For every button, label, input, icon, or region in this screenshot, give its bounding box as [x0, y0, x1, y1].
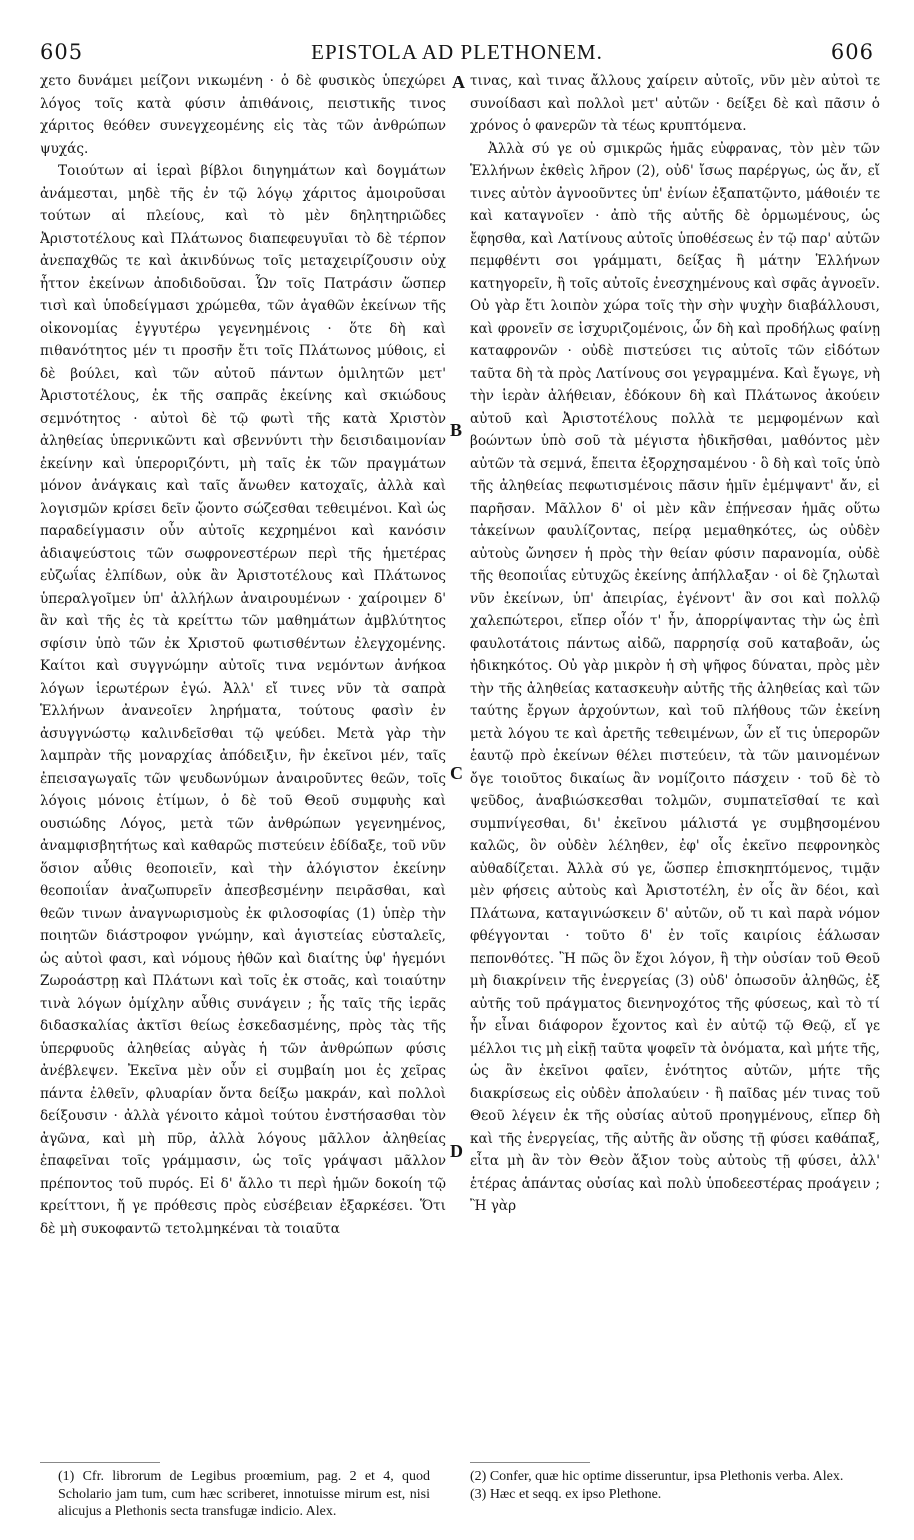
footnotes-right [470, 1468, 880, 1503]
margin-marker-b: B [450, 420, 463, 440]
footnote-rule-left [40, 1462, 160, 1463]
left-column [40, 70, 446, 1440]
right-column [470, 70, 880, 1440]
right-paragraph-1: τινας, καὶ τινας ἄλλους χαίρειν αὐτοῖς, νῦν μὲν αὐτοὶ τε συνοίδασι καὶ πολλοὶ μετ' αὐτῶν · δείξει δὲ καὶ πᾶσιν ὁ χρόνος ὁ φανερῶν τὰ τέως κρυπτόμενα. [470, 73, 880, 134]
footnote-rule-right [470, 1462, 590, 1463]
left-paragraph-1: χετο δυνάμει μείζονι νικωμένη · ὁ δὲ φυσικὸς ὑπεχώρει λόγος τοῖς κατὰ φύσιν ἀπιθάνοις, πειστικῆς τινος χάριτος θεόθεν συνεγχεομένης εἰς τὰς τῶν ἀνθρώπων ψυχάς. [40, 73, 446, 157]
margin-marker-d: D [450, 1141, 463, 1161]
margin-marker-a: A [452, 72, 465, 92]
footnote-2: (2) Confer, quæ hic optime disseruntur, ipsa Plethonis verba. Alex. [470, 1469, 844, 1484]
page-number-left: 605 [40, 40, 84, 64]
footnote-3: (3) Hæc et seqq. ex ipso Plethone. [470, 1486, 662, 1502]
running-header [40, 40, 874, 64]
right-paragraph-2: Ἀλλὰ σύ γε οὐ σμικρῶς ἡμᾶς εὐφρανας, τὸν μὲν τῶν Ἑλλήνων ἐκθεὶς λῆρον (2), οὐδ' ἴσως παρέργως, ὡς ἄν, εἴ τινες αὐτὸν ἀγνοοῦντες ὑπ' ἐνίων ἐξαπατῷντο, μάθοιέν τε καὶ καταγνοῖεν · ἀπὸ τῆς αὐτῆς δὲ ὁρμωμένους, ὡς ἔφησθα, καὶ Λατίνους αὐτοῖς ὑποθέσεως ἐν τῷ παρ' αὐτῶν πεμφθέντι σοι γράμματι, δείξας ἢ μάτην Ἑλλήνων κατηγορεῖν, ἢ τοῖς αὐτοῖς ἐνεσχημένους καὶ σφᾶς ἀγνοεῖν. Οὐ γὰρ ἔτι λοιπὸν χώρα τοῖς τὴν σὴν ψυχὴν διαβάλλουσι, καὶ φρονεῖν σε ἰσχυριζομένοις, ὧν δὴ καὶ προδήλως φαίνῃ καταφρονῶν · οὐδὲ πιστεύσει τις αὐτοῖς τῶν εἰδότων ταῦτα δὴ τὰ πρὸς Λατίνους σοι γεγραμμένα. Καὶ ἔγωγε, νὴ τὴν ἱερὰν ἀλήθειαν, ἐδόκουν δὴ καὶ Πλάτωνος ἀκούειν αὐτοῦ καὶ Ἀριστοτέλους πολλὰ τε μεμφομένων καὶ βοώντων ὑπὸ σοῦ τὰ μέγιστα ἠδικῆσθαι, μαθόντος μὲν αὐτῶν τὰ σεμνά, ἔπειτα ἐξορχησαμένου · ὃ δὴ καὶ τοῖς ὑπὸ τῆς ἀληθείας πεφωτισμένοις πᾶσιν ἡμῖν ἐμέμψαντ' ἄν, εἰ παρῆσαν. Μᾶλλον δ' οἱ μὲν κἂν ἐπῄνεσαν ἡμᾶς οὕτω τἀκείνων φαυλίζοντας, πείρᾳ μεμαθηκότες, ὡς οὐδὲν αὐτοὺς ὤνησεν ἡ πρὸς τὴν θείαν φύσιν παρανομία, οὐδὲ τῆς θεοποιΐας εὐτυχῶς ἐκείνης ἀπήλλαξαν · οἱ δὲ ζηλωταὶ νῦν ἐκείνων, ὑπ' ἀπειρίας, ἐγένοντ' ἂν σοι καὶ πολλῷ χαλεπώτεροι, εἴπερ οἷόν τ' ἦν, ἀπορρίψαντας τὴν ὡς ἐπὶ φαυλοτάτοις πάντως αἰδῶ, παρρησίᾳ σοῦ καταβοᾶν, ὡς ἠδικηκότος. Οὐ γὰρ μικρὸν ἡ σὴ ψῆφος δύναται, πρὸς μὲν τὴν τῆς ἀληθείας κατασκευὴν αὐτῆς τῆς ἀληθείας καὶ τῶν ταύτης ἔργων ἀρχούντων, καὶ τοῦ πλήθους τῶν ἐκείνη μετὰ λόγου τε καὶ ἀρετῆς τεθειμένων, ὧν εἴ τις ὑπερορῶν ἑαυτῷ πρὸ ἐκείνων θέλει πιστεύειν, τὰ τῶν μαινομένων ὄγε τοιοῦτος δικαίως ἂν νομίζοιτο πάσχειν · τοῦ δὲ τὸ ψεῦδος, ἀναβιώσκεσθαι τολμῶν, συμπατεῖσθαί τε καὶ συμπνίγεσθαι, δι' ἐκεῖνου μάλιστά γε συμβησομένου καλῶς, ὃν οὐδὲν λέληθεν, ἐφ' οἷς ἐκεῖνο πεφρονηκὸς αὐθαδίζεται. Ἀλλὰ σύ γε, ὥσπερ ἐπισκηπτόμενος, τιμᾷν μὲν φήσεις αὐτοὺς καὶ Ἀριστοτέλη, ἐν οἷς ἂν δέοι, καὶ Πλάτωνα, καταγινώσκειν δ' αὐτῶν, οὔ τι καὶ παρὰ νόμον φθέγγονται · τοῦτο δ' ἐν τοῖς καιρίοις ἑάλωσαν πεπονθότες. Ἢ πῶς ὃν ἔχοι λόγον, ἢ τὴν οὐσίαν τοῦ Θεοῦ μὴ διακρίνειν τῆς ἐνεργείας (3) οὐδ' ὁπωσοῦν ἀληθῶς, ἐξ αὐτῆς τοῦ πράγματος διενηνοχότος τῆς φύσεως, καὶ τὸ τί ἦν εἶναι διάφορον ἔχοντος καὶ ἐν αὐτῷ τῷ Θεῷ, εἴ γε μέλλοι τις μὴ εἰκῇ ταῦτα ψοφεῖν τὰ ὀνόματα, καὶ μήτε τῆς, ὡς ἂν ἐκεῖνοι φαῖεν, ἑνότητος αὐτῶν, μήτε τῆς διακρίσεως εἰς οὐδὲν ἀπολαύειν · ἢ παῖδας μέν τινας τοῦ Θεοῦ λέγειν ἐκ τῆς οὐσίας αὐτοῦ προηγμένους, εἴπερ δὴ καὶ τῆς ἐνεργείας, τῆς αὐτῆς ἂν οὔσης τῇ φύσει καθάπαξ, εἶτα μὴ ἂν τὸν Θεὸν ἄξιον τοὺς αὐτοὺς τῇ φύσει, ἀλλ' ἑτέρας ἁπάντας οὐσίας καὶ πολὺ ὑποδεεστέρας προάγειν ; Ἢ γὰρ [470, 140, 880, 1214]
running-title: EPISTOLA AD PLETHONEM. [311, 40, 603, 64]
footnote-left: (1) Cfr. librorum de Legibus proœmium, pag. 2 et 4, quod Scholario jam tum, cum hæc scriberet, innotuisse mirum est, nisi alicujus a Plethonis secta transfugæ indicio. Alex. [58, 1469, 430, 1519]
margin-marker-c: C [450, 763, 463, 783]
page-number-right: 606 [830, 40, 874, 64]
left-paragraph-2: Τοιούτων αἱ ἱεραὶ βίβλοι διηγημάτων καὶ δογμάτων ἀνάμεσται, μηδὲ τῆς ἐν τῷ λόγῳ χάριτος ἀμοιροῦσαι τούτων αἱ πλείους, καὶ τὸ μὲν δηλητηριῶδες Ἀριστοτέλους καὶ Πλάτωνος διαπεφευγυῖαι τὸ δὲ τέρπον ἀνεπαχθῶς τε καὶ ἀκινδύνως τοῖς μεταχειρίζουσιν οὐχ ἧττον ἐκείνων ἀποδιδοῦσαι. Ὧν τοῖς Πατράσιν ὥσπερ τισὶ καὶ ὑποδείγμασι χρώμεθα, τῶν ἀγαθῶν ἐκείνων τῆς οἰκονομίας ἐγγυτέρω γεγενημένοις · ὅτε δὴ καὶ πιθανότητος μέν τι προσῆν ἔτι τοῖς Πλάτωνος μύθοις, εἰ δὲ βούλει, καὶ τῶν αὐτοῦ πάντων ὁμιλητῶν μετ' Ἀριστοτέλους, ἐκ τῆς σαπρᾶς ἐκείνης καὶ σκιώδους σεμνότητος · αὐτοὶ δὲ τῷ φωτὶ τῆς κατὰ Χριστὸν ἀληθείας ὑπερνικῶντι καὶ σβεννύντι τὴν δεισιδαιμονίαν ἐκείνην καὶ ὑπεροριζόντι, μὴ ταῖς ἐκ τῶν πραγμάτων μόνον ἀνάγκαις καὶ ταῖς ἄνωθεν κατοχαῖς, ἀλλὰ καὶ λογισμῶν κρίσει δεῖν ᾤοντο σώζεσθαι τεθειμένοι. Καὶ ὡς παραδείγμασιν οὖν αὐτοῖς κεχρημένοι καὶ κανόσιν ἀδιαψεύστοις τῶν σωφρονεστέρων περὶ τῆς ἡμετέρας εὐζωΐας ἐλπίδων, οὐκ ἂν Ἀριστοτέλους καὶ Πλάτωνος ὑπεραλγοῖμεν ὑπ' ἀλλήλων ἀναιρουμένων · χαίροιμεν δ' ἂν καὶ τῆς ἐς τὰ κρείττω τῶν μαθημάτων ἀμβλύτητος σφίσιν ὑπὸ τῶν ἐκ Χριστοῦ φωτισθέντων ἐλεγχομένης. Καίτοι καὶ συγγνώμην αὐτοῖς τινα νεμόντων ἀνήκοα λόγων ἱερωτέρων ἐγώ. Ἀλλ' εἴ τινες νῦν τὰ σαπρὰ Ἑλλήνων ἀνανεοῖεν ληρήματα, τούτους φασὶν ἐν ἀσυγγνώστῳ καλινδεῖσθαι τῷ ψεύδει. Μετὰ γὰρ τὴν λαμπρὰν τῆς μοναρχίας ἀπόδειξιν, ἣν ἐκεῖνοι μέν, ταῖς ἐπεισαγωγαῖς τῶν ψευδωνύμων ἀναιροῦντες θεῶν, τοῖς λόγοις μόνοις ἐτίμων, ὁ δὲ τοῦ Θεοῦ συμφυὴς καὶ ουσιώδης Λόγος, μετὰ τῶν ἀνθρώπων γεγενημένος, ἀναμφισβητήτως καὶ καθαρῶς πιστεύειν ἐδίδαξε, τοῦ νῦν ὅσιον αὖθις θεοποιεῖν, καὶ τὴν ἀλόγιστον ἐκείνην θεοποιΐαν ἀναζωπυρεῖν ἀπεσβεσμένην πειρᾶσθαι, καὶ θεῶν τινων ἀναγνωρισμοὺς ἐκ φιλοσοφίας (1) ὑπὲρ τὴν ποιητῶν διάστροφον γνώμην, καὶ ἁγιστείας εὐσταλεῖς, ὡς αὐτοὶ φασι, καὶ νόμους ἠθῶν καὶ διαίτης ὑφ' ἡγεμόνι Ζωροάστρῃ καὶ Πλάτωνι καὶ τοῖς ἐκ στοᾶς, καὶ τοιαύτην τινὰ λόγων ὁμίχλην αὖθις συνάγειν ; ἧς ταῖς τῆς ἱερᾶς διδασκαλίας ἀκτῖσι θείως ἐσκεδασμένης, πρὸς τὰς τῆς ὑπερφυοῦς ἀληθείας αὐγὰς ἡ τῶν ἀνθρώπων φύσις ἀνέβλεψεν. Ἐκεῖνα μὲν οὖν εἰ συμβαίη μοι ἐς χεῖρας πάντα ἐλθεῖν, φλυαρίαν ὄντα δείξω μακράν, καὶ πολλοὶ δείξουσιν · ἀλλὰ γένοιτο κἀμοὶ τούτου ἐνστήσασθαι τὸν ἀγῶνα, καὶ μὴ πῦρ, ἀλλὰ λόγους μᾶλλον ἀληθείας ἐπαφεῖναι τοῖς γράμμασιν, ὡς τοῖς γράψασι μᾶλλον πρέποντος τοῦ πυρός. Εἰ δ' ἄλλο τι περὶ ἡμῶν δοκοίη τῷ κρείττονι, ἤ γε πρόθεσις πρὸς εὐσέβειαν ἐξαρκέσει. Ὅτι δὲ μὴ συκοφαντῶ τετολμηκέναι τὰ τοιαῦτα [40, 163, 446, 1237]
